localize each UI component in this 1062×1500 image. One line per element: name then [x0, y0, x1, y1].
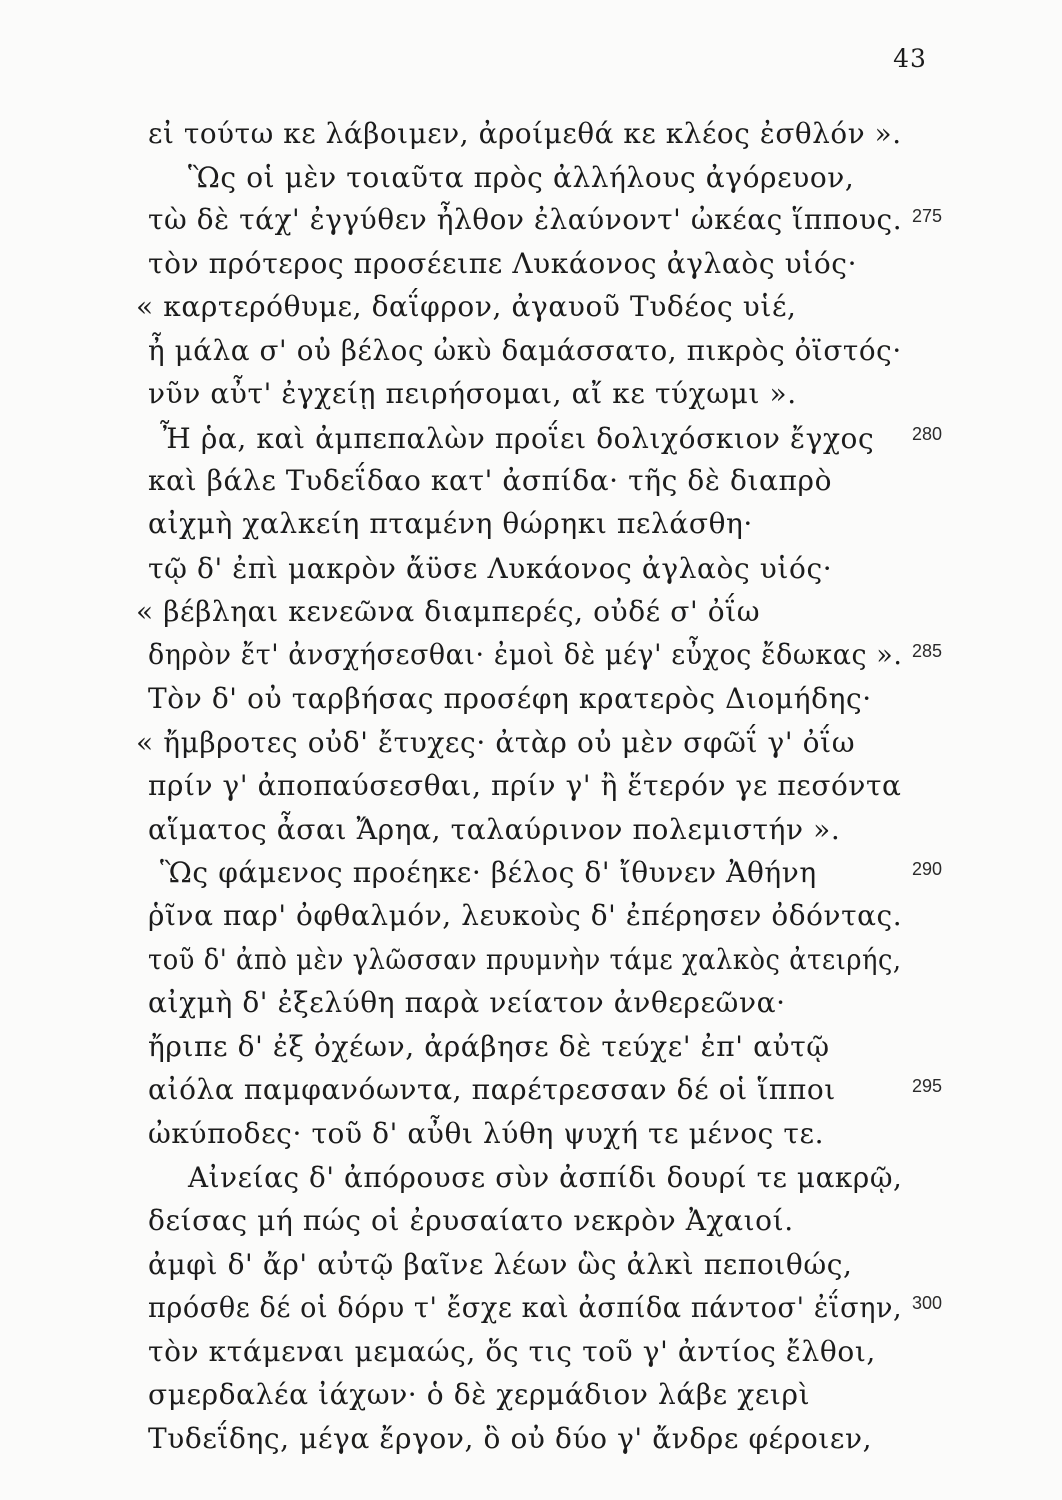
line-number: 295 [912, 1076, 943, 1096]
verse-line: ἀμφὶ δ' ἄρ' αὐτῷ βαῖνε λέων ὣς ἀλκὶ πεποιθώς, [148, 1248, 853, 1281]
verse-line: Ἦ ῥα, καὶ ἀμπεπαλὼν προΐει δολιχόσκιον ἔγχος [160, 422, 875, 455]
verse-line: αἵματος ἆσαι Ἄρηα, ταλαύρινον πολεμιστήν ». [148, 813, 841, 846]
verse-line: καὶ βάλε Τυδεΐδαο κατ' ἀσπίδα· τῆς δὲ διαπρὸ [148, 464, 833, 497]
page-number: 43 [893, 44, 927, 73]
verse-line: « βέβληαι κενεῶνα διαμπερές, οὐδέ σ' ὀΐω [136, 595, 761, 628]
verse-line: δηρὸν ἔτ' ἀνσχήσεσθαι· ἐμοὶ δὲ μέγ' εὖχος ἔδωκας ». [148, 638, 903, 671]
verse-line: αἰχμὴ χαλκείη πταμένη θώρηκι πελάσθη· [148, 507, 753, 540]
verse-line: πρίν γ' ἀποπαύσεσθαι, πρίν γ' ἢ ἕτερόν γε πεσόντα [148, 769, 902, 802]
verse-line: τὸν κτάμεναι μεμαώς, ὅς τις τοῦ γ' ἀντίος ἔλθοι, [148, 1335, 876, 1368]
verse-line: Τὸν δ' οὐ ταρβήσας προσέφη κρατερὸς Διομήδης· [148, 682, 872, 715]
line-number: 280 [912, 424, 943, 444]
verse-line: Αἰνείας δ' ἀπόρουσε σὺν ἀσπίδι δουρί τε μακρῷ, [188, 1161, 903, 1194]
verse-line: εἰ τούτω κε λάβοιμεν, ἀροίμεθά κε κλέος ἐσθλόν ». [148, 117, 902, 150]
verse-line: Τυδεΐδης, μέγα ἔργον, ὃ οὐ δύο γ' ἄνδρε φέροιεν, [148, 1422, 873, 1455]
verse-line: δείσας μή πώς οἱ ἐρυσαίατο νεκρὸν Ἀχαιοί. [148, 1204, 794, 1237]
verse-line: πρόσθε δέ οἱ δόρυ τ' ἔσχε καὶ ἀσπίδα πάντοσ' ἐΐσην, [148, 1291, 903, 1324]
verse-line: ὠκύποδες· τοῦ δ' αὖθι λύθη ψυχή τε μένος τε. [148, 1117, 825, 1150]
verse-line: ἦ μάλα σ' οὐ βέλος ὠκὺ δαμάσσατο, πικρὸς ὀϊστός· [148, 334, 902, 367]
line-number: 275 [912, 206, 943, 226]
verse-line: τὼ δὲ τάχ' ἐγγύθεν ἦλθον ἐλαύνοντ' ὠκέας ἵππους. [148, 203, 903, 236]
verse-line: αἰόλα παμφανόωντα, παρέτρεσσαν δέ οἱ ἵπποι [148, 1073, 836, 1106]
verse-line: Ὣς οἱ μὲν τοιαῦτα πρὸς ἀλλήλους ἀγόρευον, [188, 161, 855, 194]
verse-line: σμερδαλέα ἰάχων· ὁ δὲ χερμάδιον λάβε χειρὶ [148, 1378, 811, 1411]
verse-line: τὸν πρότερος προσέειπε Λυκάονος ἀγλαὸς υἱός· [148, 247, 858, 280]
verse-line: « ἤμβροτες οὐδ' ἔτυχες· ἀτὰρ οὐ μὲν σφῶΐ γ' ὀΐω [136, 726, 856, 759]
verse-line: αἰχμὴ δ' ἐξελύθη παρὰ νείατον ἀνθερεῶνα· [148, 986, 786, 1019]
verse-line: τοῦ δ' ἀπὸ μὲν γλῶσσαν πρυμνὴν τάμε χαλκὸς ἀτειρής, [148, 943, 902, 976]
line-number: 290 [912, 859, 943, 879]
verse-line: « καρτερόθυμε, δαΐφρον, ἀγαυοῦ Τυδέος υἱέ, [136, 290, 797, 323]
verse-line: ῥῖνα παρ' ὀφθαλμόν, λευκοὺς δ' ἐπέρησεν ὀδόντας. [148, 899, 903, 932]
line-number: 300 [912, 1293, 943, 1313]
verse-line: νῦν αὖτ' ἐγχείῃ πειρήσομαι, αἴ κε τύχωμι ». [148, 377, 797, 410]
verse-line: Ὣς φάμενος προέηκε· βέλος δ' ἴθυνεν Ἀθήνη [160, 856, 817, 889]
verse-line: ἤριπε δ' ἐξ ὀχέων, ἀράβησε δὲ τεύχε' ἐπ' αὐτῷ [148, 1030, 830, 1063]
line-number: 285 [912, 641, 943, 661]
verse-line: τῷ δ' ἐπὶ μακρὸν ἄϋσε Λυκάονος ἀγλαὸς υἱός· [148, 552, 833, 585]
